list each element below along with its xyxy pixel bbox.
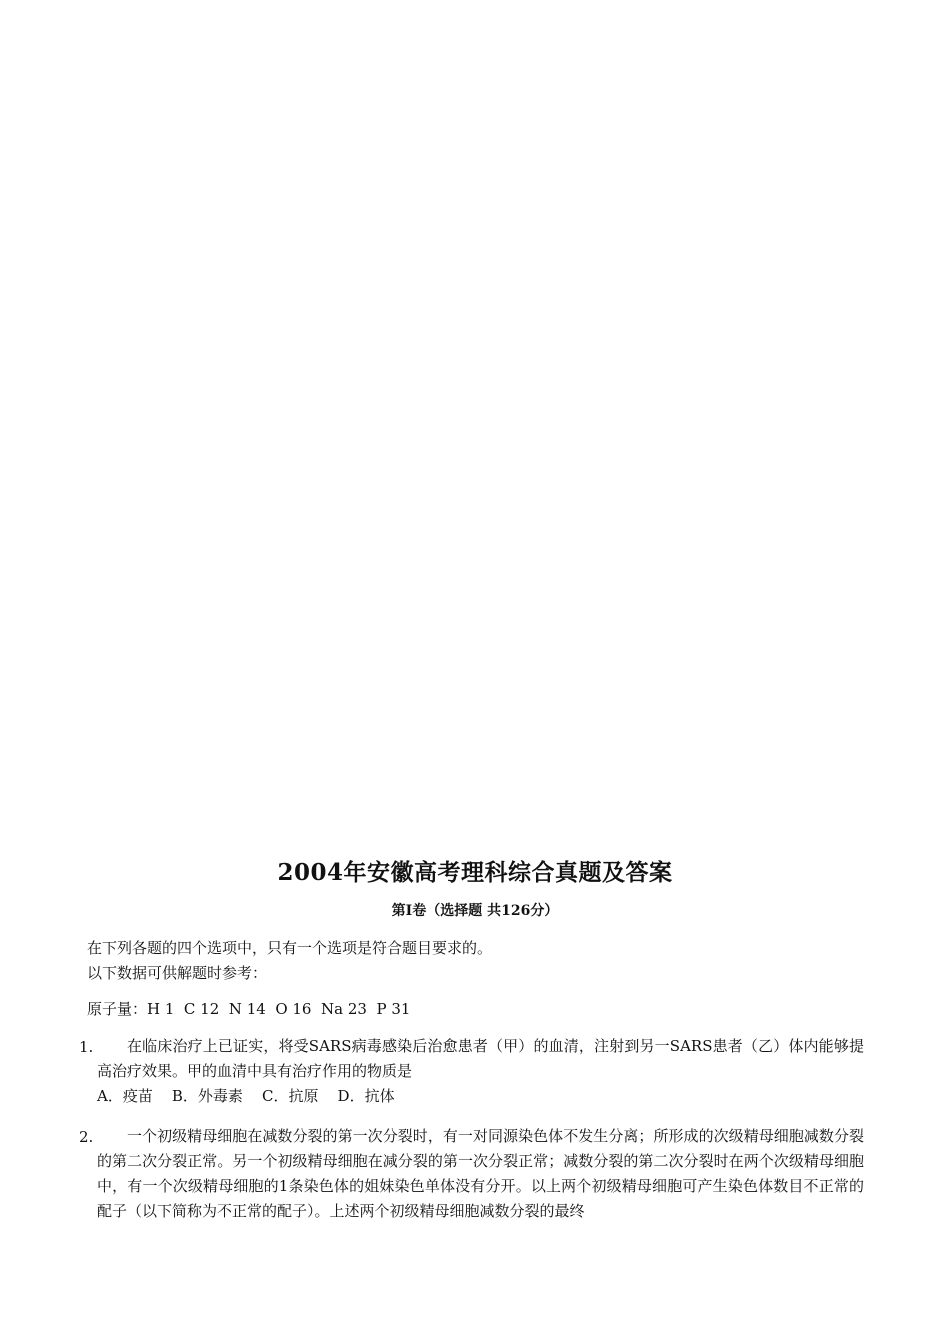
answer-options: A．疫苗 B．外毒素 C．抗原 D．抗体 (97, 1087, 395, 1105)
instruction-line: 在下列各题的四个选项中，只有一个选项是符合题目要求的。 (87, 939, 493, 957)
question-text (97, 1124, 864, 1224)
question-text (97, 1034, 864, 1084)
document-title: 2004年安徽高考理科综合真题及答案 (277, 859, 673, 886)
question-1-text: 在临床治疗上已证实，将受SARS病毒感染后治愈患者（甲）的血清，注射到另一SARS患者（乙）体内能够提高治疗效果。甲的血清中具有治疗作用的物质是 (97, 1037, 864, 1080)
section-heading: 第Ⅰ卷（选择题 共126分） (391, 903, 559, 919)
question-number: 2. (79, 1128, 94, 1146)
atomic-mass-reference: 原子量：H 1 C 12 N 14 O 16 Na 23 P 31 (87, 1000, 411, 1018)
question-2-text: 一个初级精母细胞在减数分裂的第一次分裂时，有一对同源染色体不发生分离；所形成的次级精母细胞减数分裂的第二次分裂正常。另一个初级精母细胞在减分裂的第一次分裂正常；减数分裂的第二次分裂时在两个次级精母细胞中，有一个次级精母细胞的1条染色体的姐妹染色单体没有分开。以上两个初级精母细胞可产生染色体数目不正常的配子（以下简称为不正常的配子）。上述两个初级精母细胞减数分裂的最终 (97, 1127, 864, 1220)
question-number: 1. (79, 1038, 94, 1056)
instruction-line: 以下数据可供解题时参考： (87, 964, 268, 982)
